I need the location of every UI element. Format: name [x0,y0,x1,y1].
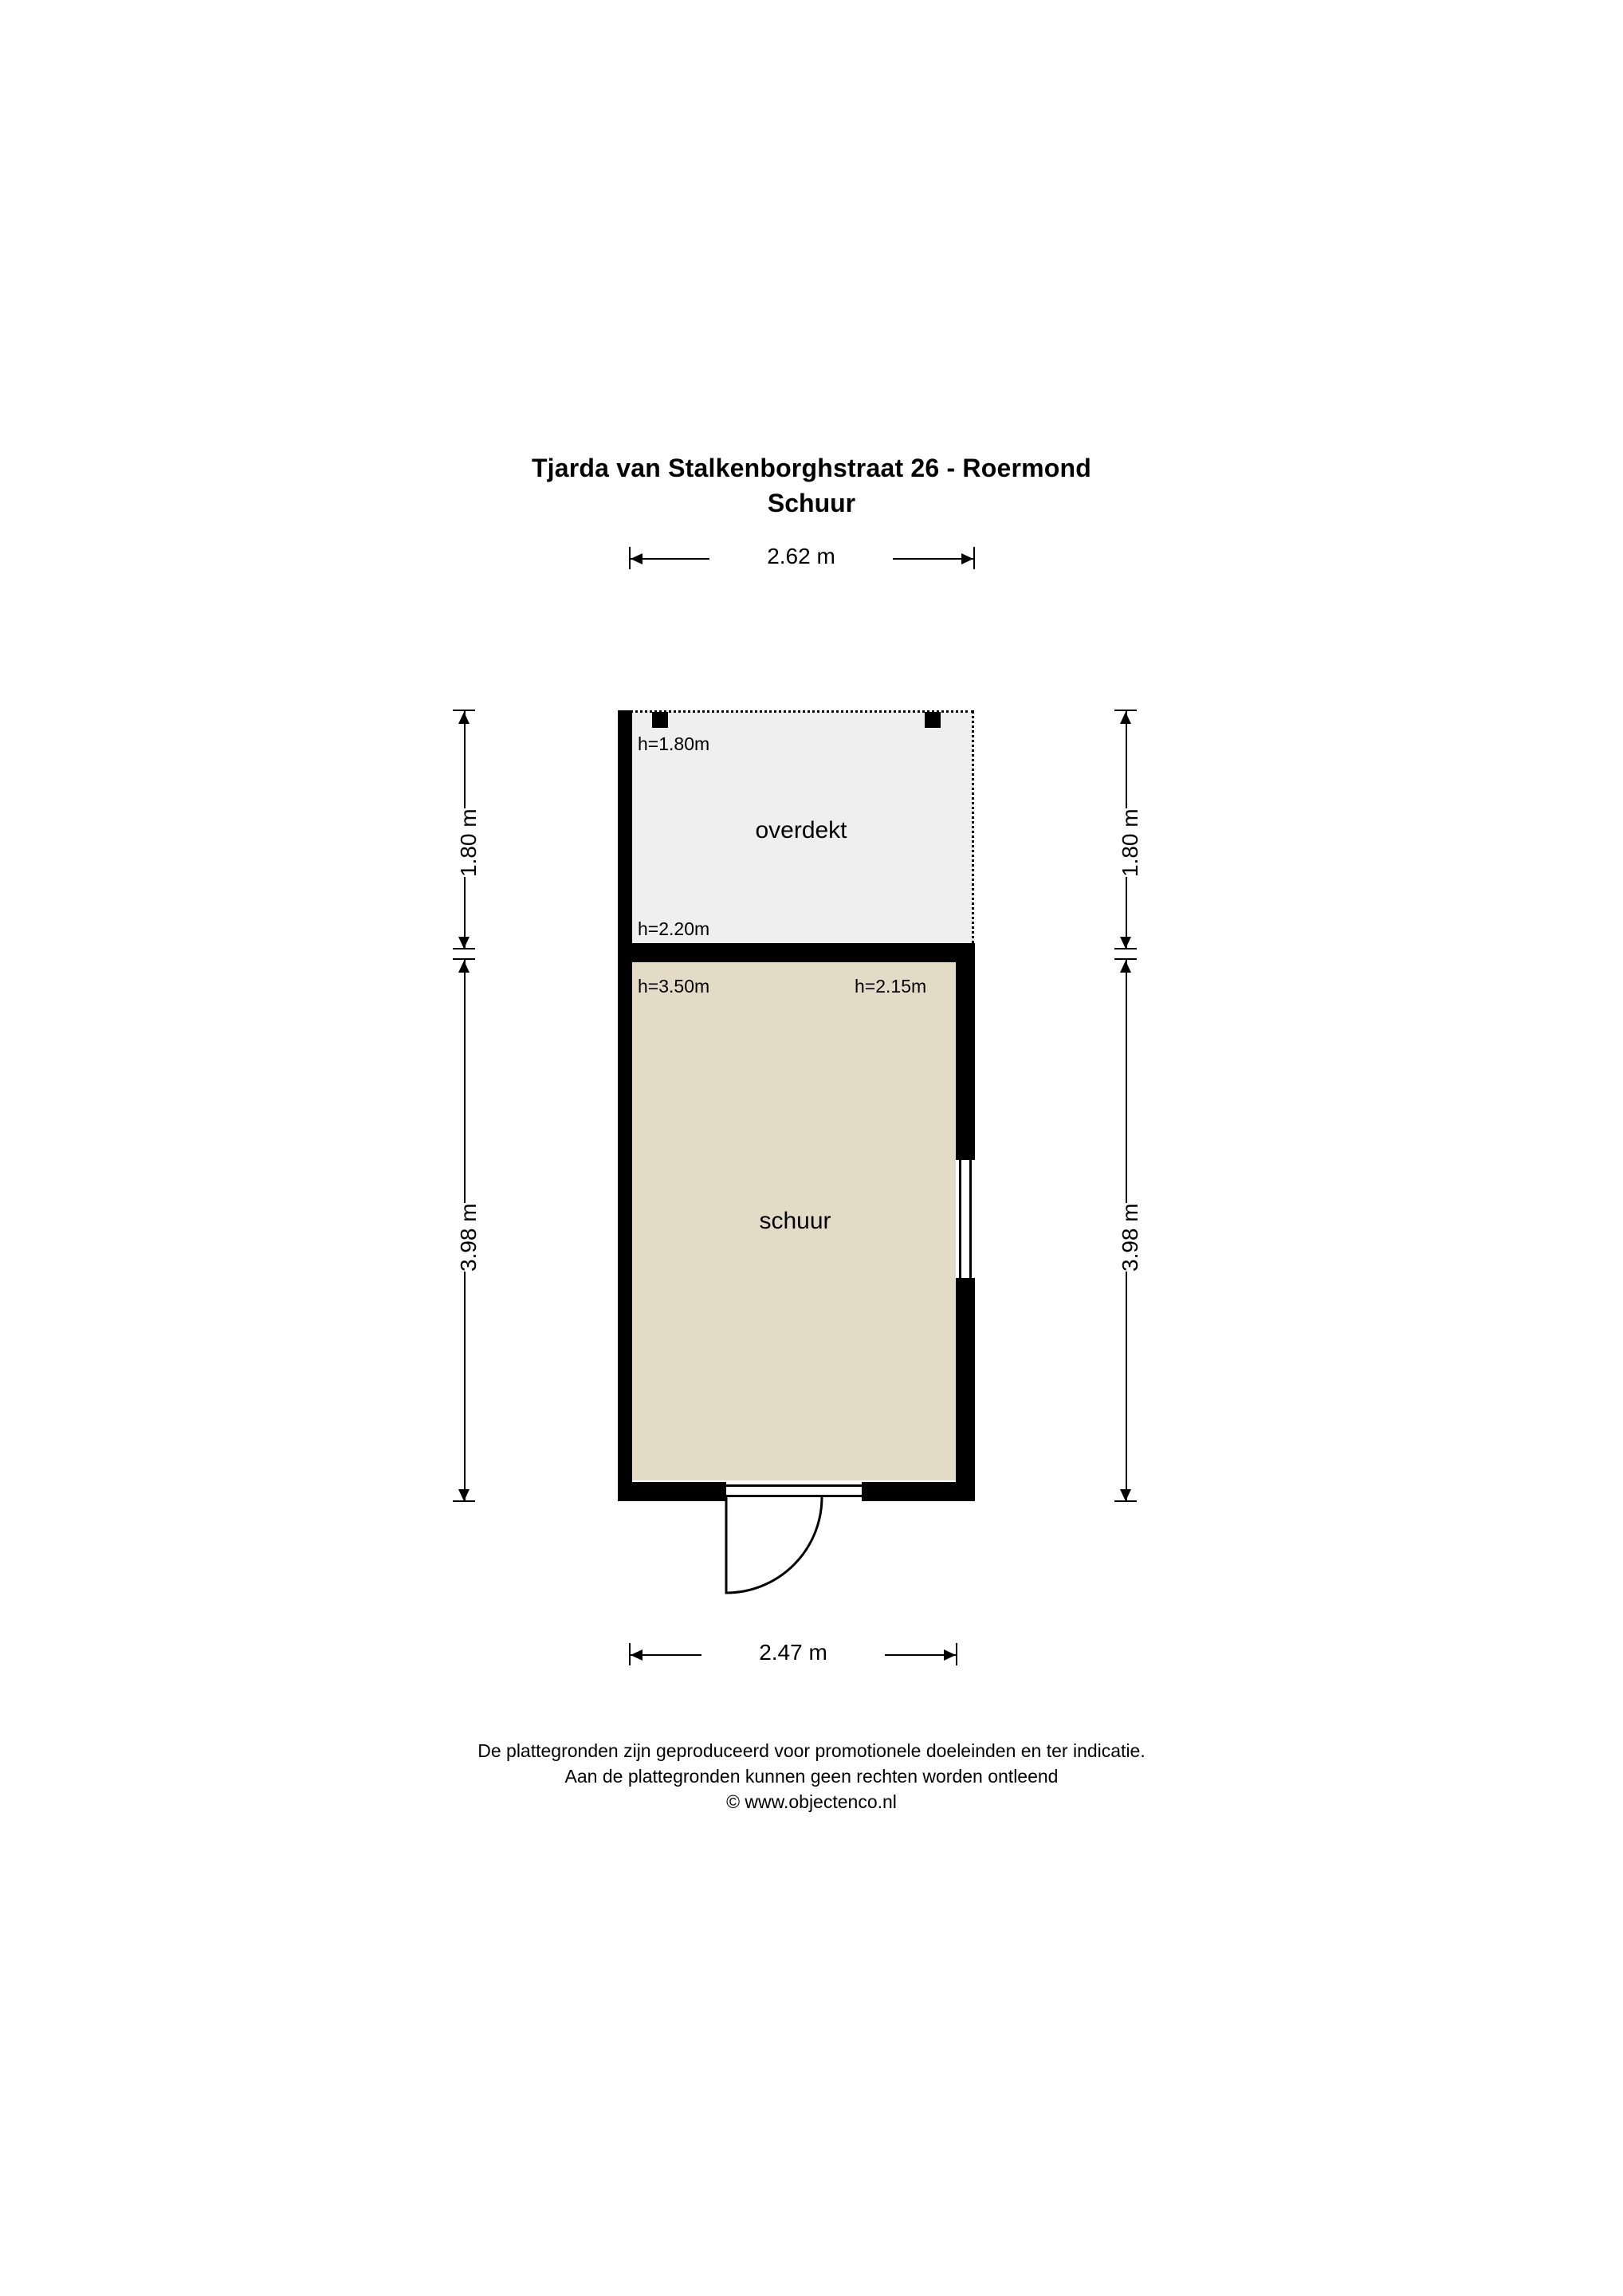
dim-bottom-width-text: 2.47 m [701,1640,885,1665]
dim-right-upper-text: 1.80 m [1118,808,1142,877]
dim-left-lower-arrow-bottom [458,1489,470,1501]
dim-left-upper-cap-top [453,710,475,711]
footer-line-2: Aan de plattegronden kunnen geen rechten worden ontleend [564,1766,1059,1787]
dim-bottom-cap-right [956,1643,957,1665]
dim-right-upper-arrow-bottom [1120,937,1131,949]
footer-copyright: © www.objectenco.nl [726,1791,897,1812]
dim-right-lower-arrow-top [1120,961,1131,973]
height-note-schuur-left: h=3.50m [638,976,710,997]
wall-schuur-top [618,943,975,962]
room-label-schuur: schuur [759,1208,831,1234]
room-label-overdekt: overdekt [755,817,847,843]
dim-right-lower-cap-top [1114,958,1137,960]
dim-bottom-arrow-left [631,1649,643,1661]
footer-line-1: De plattegronden zijn geproduceerd voor promotionele doeleinden en ter indicatie. [477,1740,1146,1761]
dim-left-upper-arrow-top [458,712,470,724]
height-note-schuur-right: h=2.15m [855,976,927,997]
dim-right-upper-cap-top [1114,710,1137,711]
post-icon-left [652,712,668,728]
dim-left-upper-text: 1.80 m [456,808,481,877]
dim-right-lower-arrow-bottom [1120,1489,1131,1501]
page-title: Tjarda van Stalkenborghstraat 26 - Roermond [531,454,1092,482]
post-icon-right [925,712,941,728]
footer-disclaimer [0,1738,1623,1814]
dim-left-lower-cap-top [453,958,475,960]
dim-right-upper-arrow-top [1120,712,1131,724]
door-swing-arc-icon [717,1496,877,1655]
dim-top-cap-right [973,547,975,569]
dim-top-arrow-right [961,553,973,564]
dim-left-lower-arrow-top [458,961,470,973]
dim-bottom-arrow-right [944,1649,956,1661]
dim-top-arrow-left [631,553,643,564]
height-note-overdekt-top: h=1.80m [638,733,710,754]
door-bottom-frame-line-1 [726,1484,862,1487]
height-note-overdekt-bottom: h=2.20m [638,918,710,939]
dim-left-upper-arrow-bottom [458,937,470,949]
page-subtitle: Schuur [767,489,856,517]
window-right-pane-line-2 [969,1160,972,1278]
overdekt-open-edge-top [630,710,974,713]
dim-left-lower-text: 3.98 m [456,1203,481,1272]
dim-top-width-text: 2.62 m [709,544,893,569]
dim-right-lower-text: 3.98 m [1118,1203,1142,1272]
